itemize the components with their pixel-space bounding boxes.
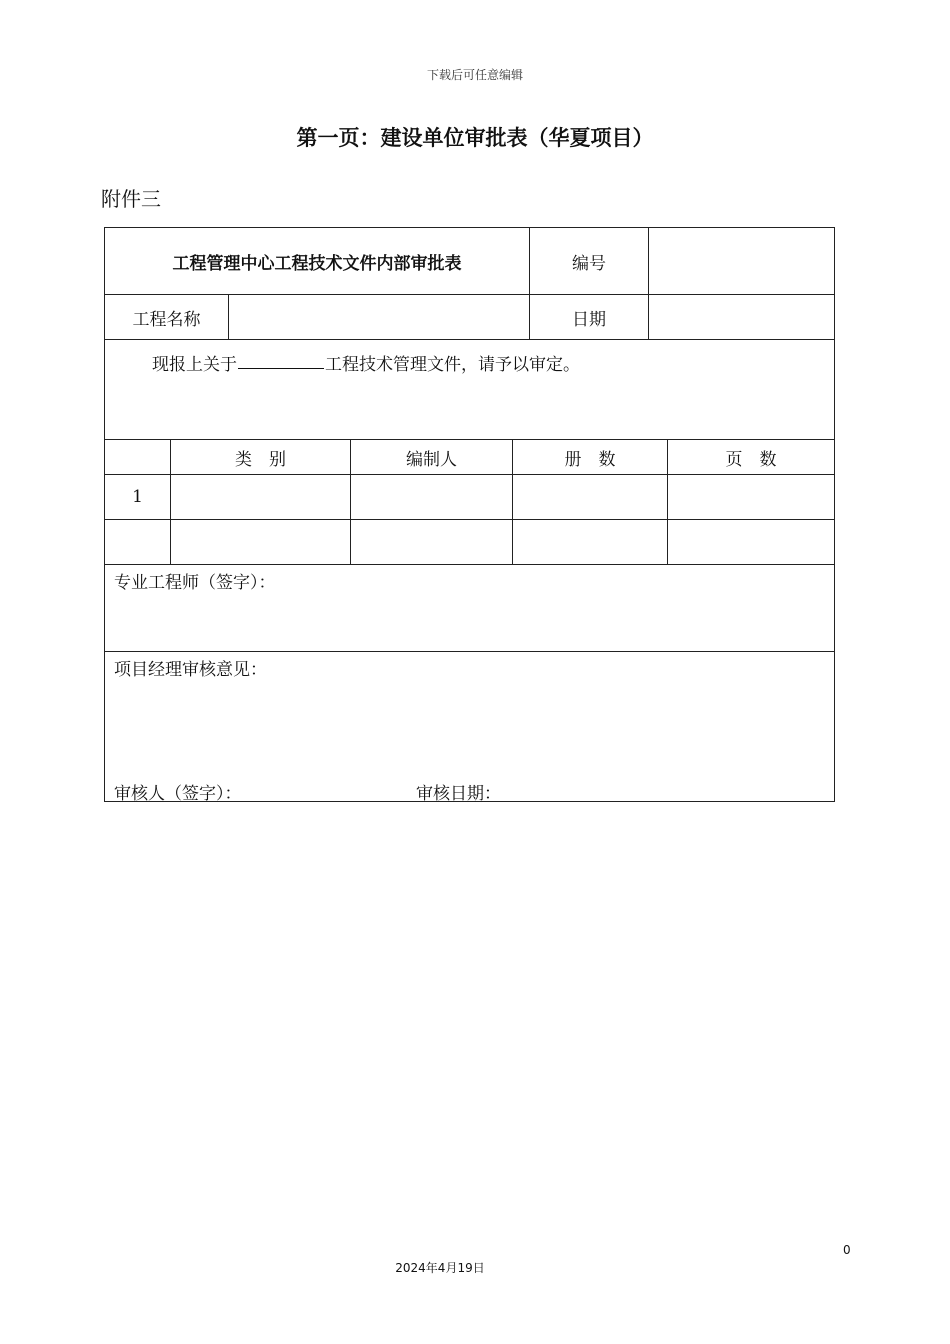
request-text — [152, 350, 580, 375]
column-header-category: 类 别 — [235, 449, 286, 470]
header-note: 下载后可任意编辑 — [426, 68, 523, 82]
engineer-signature-label: 专业工程师（签字）： — [114, 573, 276, 593]
row-1-index: 1 — [132, 487, 143, 507]
page-number: 0 — [843, 1243, 851, 1257]
date-label: 日期 — [572, 309, 606, 330]
request-suffix: 工程技术管理文件，请予以审定。 — [325, 355, 580, 375]
form-title: 工程管理中心工程技术文件内部审批表 — [172, 253, 462, 274]
attachment-label: 附件三 — [101, 187, 161, 211]
column-header-pages: 页 数 — [725, 449, 777, 470]
column-header-index — [105, 440, 170, 474]
project-name-label: 工程名称 — [132, 309, 201, 330]
row-2-category[interactable] — [171, 520, 350, 564]
number-label: 编号 — [572, 253, 606, 274]
row-2-pages[interactable] — [668, 520, 834, 564]
reviewer-signature-label: 审核人（签字）： — [114, 784, 242, 804]
project-name-field[interactable] — [229, 295, 529, 339]
column-header-volumes: 册 数 — [564, 449, 616, 470]
row-2-volumes[interactable] — [513, 520, 667, 564]
page-title: 第一页：建设单位审批表（华夏项目） — [296, 126, 654, 150]
column-header-author: 编制人 — [406, 449, 457, 470]
row-1-author[interactable] — [351, 475, 512, 519]
row-1-pages[interactable] — [668, 475, 834, 519]
request-blank-field[interactable] — [238, 350, 324, 369]
row-2-index — [105, 520, 170, 564]
footer-date: 2024年4月19日 — [395, 1261, 485, 1275]
approval-form — [104, 227, 835, 802]
manager-opinion-label: 项目经理审核意见： — [114, 660, 267, 680]
date-field[interactable] — [649, 295, 834, 339]
request-prefix: 现报上关于 — [152, 355, 237, 375]
row-1-volumes[interactable] — [513, 475, 667, 519]
review-date-label: 审核日期： — [416, 784, 501, 804]
number-field[interactable] — [649, 228, 834, 294]
row-2-author[interactable] — [351, 520, 512, 564]
row-1-category[interactable] — [171, 475, 350, 519]
